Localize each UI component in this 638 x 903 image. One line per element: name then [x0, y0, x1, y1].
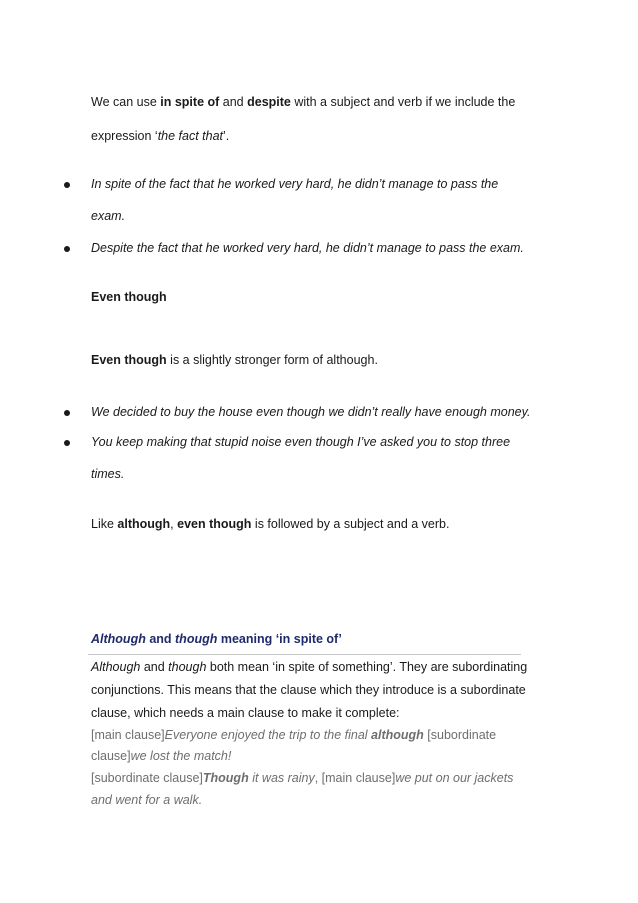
bullet: [64, 440, 70, 446]
heading-rule: [88, 654, 521, 655]
paragraph-line: [91, 659, 527, 675]
section-heading-even-though: Even though: [91, 290, 167, 304]
example-text: we lost the match!: [130, 749, 232, 763]
text: and: [140, 660, 169, 674]
clause-tag: , [main clause]: [314, 771, 396, 785]
example-line: [91, 727, 496, 743]
example-line: We decided to buy the house even though we didn’t really have enough money.: [91, 405, 531, 419]
term-although: although: [371, 728, 424, 742]
bullet: [64, 410, 70, 416]
clause-tag: [subordinate clause]: [91, 771, 203, 785]
even-though-definition: [91, 352, 378, 368]
example-line: In spite of the fact that he worked very hard, he didn’t manage to pass the: [91, 177, 499, 191]
example-line: [91, 770, 513, 786]
definition-text: is a slightly stronger form of although.: [166, 353, 378, 367]
intro-text: ’.: [223, 129, 230, 143]
intro-text: with a subject and verb if we include the: [290, 95, 516, 109]
term-even-though: even though: [177, 517, 252, 531]
text: is followed by a subject and a verb.: [251, 517, 450, 531]
example-text: Everyone enjoyed the trip to the final: [164, 728, 372, 742]
bullet: [64, 182, 70, 188]
example-line: [91, 748, 231, 764]
term: though: [168, 660, 207, 674]
term-the-fact-that: the fact that: [157, 129, 224, 143]
heading-text: meaning ‘in spite of’: [217, 632, 342, 646]
text: ,: [170, 517, 178, 531]
section-heading-although-though: [91, 631, 342, 647]
paragraph-line: conjunctions. This means that the clause which they introduce is a subordinate: [91, 683, 526, 697]
clause-tag: [subordinate: [423, 728, 497, 742]
example-line: You keep making that stupid noise even though I’ve asked you to stop three: [91, 435, 511, 449]
example-line: times.: [91, 467, 125, 481]
intro-text: expression ‘: [91, 129, 158, 143]
paragraph-line: clause, which needs a main clause to make it complete:: [91, 706, 400, 720]
term-though: Though: [202, 771, 249, 785]
term-even-though: Even though: [91, 353, 167, 367]
example-text: it was rainy: [248, 771, 315, 785]
clause-tag: [main clause]: [91, 728, 165, 742]
term-in-spite-of: in spite of: [160, 95, 220, 109]
term-despite: despite: [247, 95, 291, 109]
heading-term: Although: [91, 632, 146, 646]
term-although: although: [117, 517, 171, 531]
example-line: exam.: [91, 209, 126, 223]
text: Like: [91, 517, 118, 531]
example-line: Despite the fact that he worked very hard, he didn’t manage to pass the exam.: [91, 241, 524, 255]
text: both mean ‘in spite of something’. They are subordinating: [206, 660, 528, 674]
example-text: we put on our jackets: [395, 771, 514, 785]
example-line: and went for a walk.: [91, 793, 203, 807]
clause-tag: clause]: [91, 749, 131, 763]
intro-line-2: [91, 128, 229, 144]
heading-term: though: [175, 632, 218, 646]
term: Although: [91, 660, 141, 674]
heading-text: and: [145, 632, 176, 646]
like-although-line: [91, 516, 449, 532]
bullet: [64, 246, 70, 252]
intro-text: We can use: [91, 95, 161, 109]
intro-text: and: [219, 95, 248, 109]
intro-line-1: [91, 94, 515, 110]
